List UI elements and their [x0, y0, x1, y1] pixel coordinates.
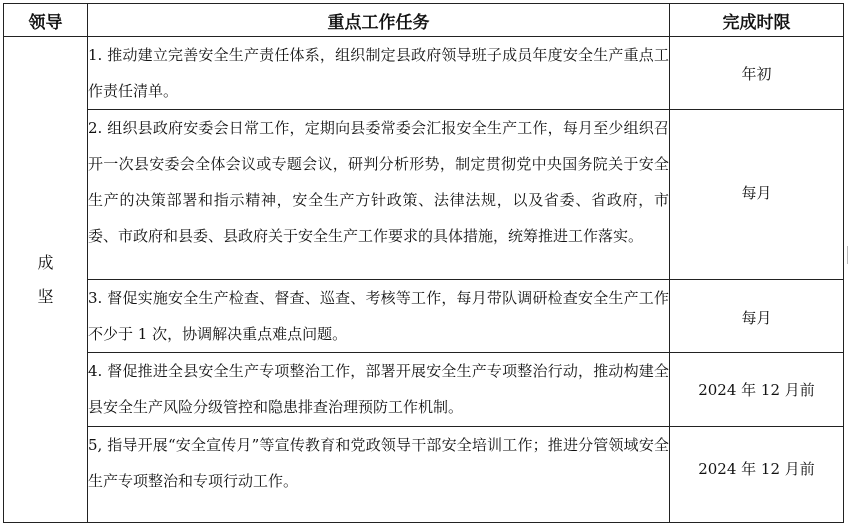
table-row — [4, 37, 844, 110]
deadline-cell: 每月 — [670, 280, 844, 353]
header-leader: 领导 — [4, 4, 88, 37]
table-row — [4, 280, 844, 353]
task-cell: 4. 督促推进全县安全生产专项整治工作，部署开展安全生产专项整治行动，推动构建全县安全生产风险分级管控和隐患排查治理预防工作机制。 — [88, 353, 670, 427]
leader-cell — [4, 37, 88, 523]
header-deadline: 完成时限 — [670, 4, 844, 37]
task-cell: 3. 督促实施安全生产检查、督查、巡查、考核等工作，每月带队调研检查安全生产工作不少于 1 次，协调解决重点难点问题。 — [88, 280, 670, 353]
task-cell: 2. 组织县政府安委会日常工作，定期向县委常委会汇报安全生产工作，每月至少组织召开一次县安委会全体会议或专题会议，研判分析形势，制定贯彻党中央国务院关于安全生产的决策部署和指示精神，安全生产方针政策、法律法规，以及省委、省政府，市委、市政府和县委、县政府关于安全生产工作要求的具体措施，统筹推进工作落实。 — [88, 110, 670, 280]
deadline-cell: 年初 — [670, 37, 844, 110]
deadline-cell: 每月 — [670, 110, 844, 280]
task-cell: 5, 指导开展“安全宣传月”等宣传教育和党政领导干部安全培训工作；推进分管领域安全生产专项整治和专项行动工作。 — [88, 427, 670, 523]
deadline-cell: 2024 年 12 月前 — [670, 427, 844, 523]
table-row — [4, 110, 844, 280]
table-row — [4, 427, 844, 523]
header-row — [4, 4, 844, 37]
task-cell: 1. 推动建立完善安全生产责任体系，组织制定县政府领导班子成员年度安全生产重点工作责任清单。 — [88, 37, 670, 110]
leader-name: 成坚 — [37, 252, 54, 306]
task-table — [3, 3, 844, 523]
table-row — [4, 353, 844, 427]
header-task: 重点工作任务 — [88, 4, 670, 37]
edge-divider — [847, 246, 848, 264]
deadline-cell: 2024 年 12 月前 — [670, 353, 844, 427]
